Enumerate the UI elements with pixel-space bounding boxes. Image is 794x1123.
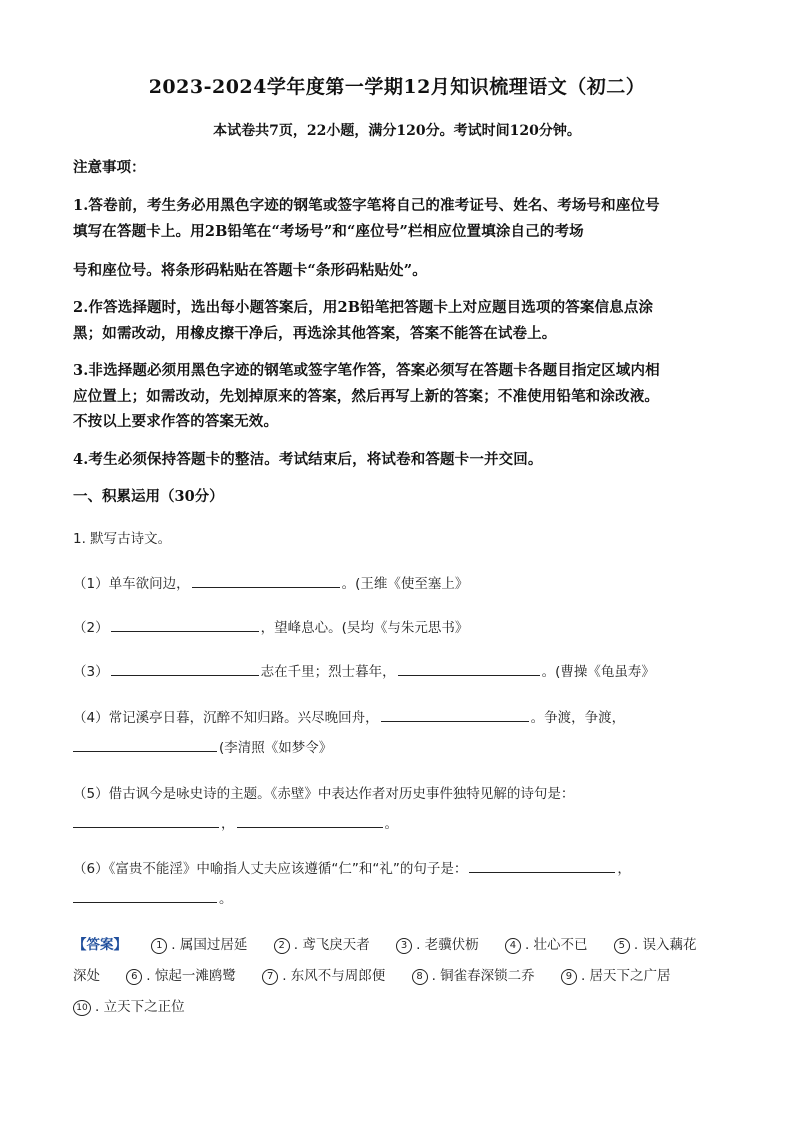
answer-blank xyxy=(192,573,340,588)
answer-item: 5 . 误入藕花 xyxy=(614,937,697,953)
answer-item: 6 . 惊起一滩鸥鹭 xyxy=(126,968,236,984)
notice-line: 4.考生必须保持答题卡的整洁。考试结束后，将试卷和答题卡一并交回。 xyxy=(73,451,543,468)
answer-blank xyxy=(111,617,259,632)
notice-line: 填写在答题卡上。用2B铅笔在“考场号”和“座位号”栏相应位置填涂自己的考场 xyxy=(73,223,584,240)
notice-line: 2.作答选择题时，选出每小题答案后，用2B铅笔把答题卡上对应题目选项的答案信息点涂 xyxy=(73,299,654,316)
answer-item: 3 . 老骥伏枥 xyxy=(396,937,479,953)
question-item-2: （2） ，望峰息心。(吴均《与朱元思书》 xyxy=(73,616,468,636)
answer-blank xyxy=(73,737,217,752)
question-item-5: （5）借古讽今是咏史诗的主题。《赤壁》中表达作者对历史事件独特见解的诗句是： xyxy=(73,786,575,802)
question-item-6-cont: 。 xyxy=(73,887,233,907)
question-item-6: （6）《富贵不能淫》中喻指人丈夫应该遵循“仁”和“礼”的句子是： ， xyxy=(73,857,631,877)
answer-item: 4 . 壮心不已 xyxy=(505,937,588,953)
notice-line: 应位置上；如需改动，先划掉原来的答案，然后再写上新的答案；不准使用铅笔和涂改液。 xyxy=(73,388,659,405)
question-item-3: （3） 志在千里；烈士暮年， 。(曹操《龟虽寿》 xyxy=(73,660,655,680)
answer-item: 9 . 居天下之广居 xyxy=(561,968,671,984)
notice-heading: 注意事项： xyxy=(73,159,146,176)
answer-label: 【答案】 xyxy=(73,937,127,953)
answer-blank xyxy=(381,707,529,722)
question-stem: 1. 默写古诗文。 xyxy=(73,531,172,547)
exam-info: 本试卷共7页，22小题，满分120分。考试时间120分钟。 xyxy=(213,123,581,139)
page-title: 2023-2024学年度第一学期12月知识梳理语文（初二） xyxy=(148,76,646,98)
answer-blank xyxy=(73,888,217,903)
notice-line: 3.非选择题必须用黑色字迹的钢笔或签字笔作答，答案必须写在答题卡各题目指定区域内相 xyxy=(73,362,660,379)
question-item-5-cont: ， 。 xyxy=(73,812,398,832)
answer-item: 8 . 铜雀春深锁二乔 xyxy=(412,968,535,984)
question-item-1: （1）单车欲问边， 。(王维《使至塞上》 xyxy=(73,572,468,592)
question-item-4: （4）常记溪亭日暮，沉醉不知归路。兴尽晚回舟， 。争渡，争渡， xyxy=(73,706,625,726)
answer-item: 10 . 立天下之正位 xyxy=(73,999,185,1015)
answer-blank xyxy=(469,858,615,873)
answer-item: 7 . 东风不与周郎便 xyxy=(262,968,385,984)
answer-item: 2 . 鸢飞戾天者 xyxy=(274,937,370,953)
section-heading: 一、积累运用（30分） xyxy=(73,488,224,505)
notice-line: 不按以上要求作答的答案无效。 xyxy=(73,413,279,430)
notice-line: 黑；如需改动，用橡皮擦干净后，再选涂其他答案，答案不能答在试卷上。 xyxy=(73,325,557,342)
notice-line: 1.答卷前，考生务必用黑色字迹的钢笔或签字笔将自己的准考证号、姓名、考场号和座位号 xyxy=(73,197,660,214)
answer-line-2: 深处 6 . 惊起一滩鸥鹭 7 . 东风不与周郎便 8 . 铜雀春深锁二乔 9 . 居天下之广居 xyxy=(73,968,671,984)
answer-line-1 xyxy=(73,933,696,954)
answer-line-3 xyxy=(73,995,207,1016)
answer-blank xyxy=(398,661,540,676)
answer-item: 1 . 属国过居延 xyxy=(151,937,247,953)
answer-blank xyxy=(73,813,219,828)
notice-line: 号和座位号。将条形码粘贴在答题卡“条形码粘贴处”。 xyxy=(73,262,427,279)
answer-blank xyxy=(111,661,259,676)
question-item-4-cont: (李清照《如梦令》 xyxy=(73,736,332,756)
answer-blank xyxy=(237,813,383,828)
